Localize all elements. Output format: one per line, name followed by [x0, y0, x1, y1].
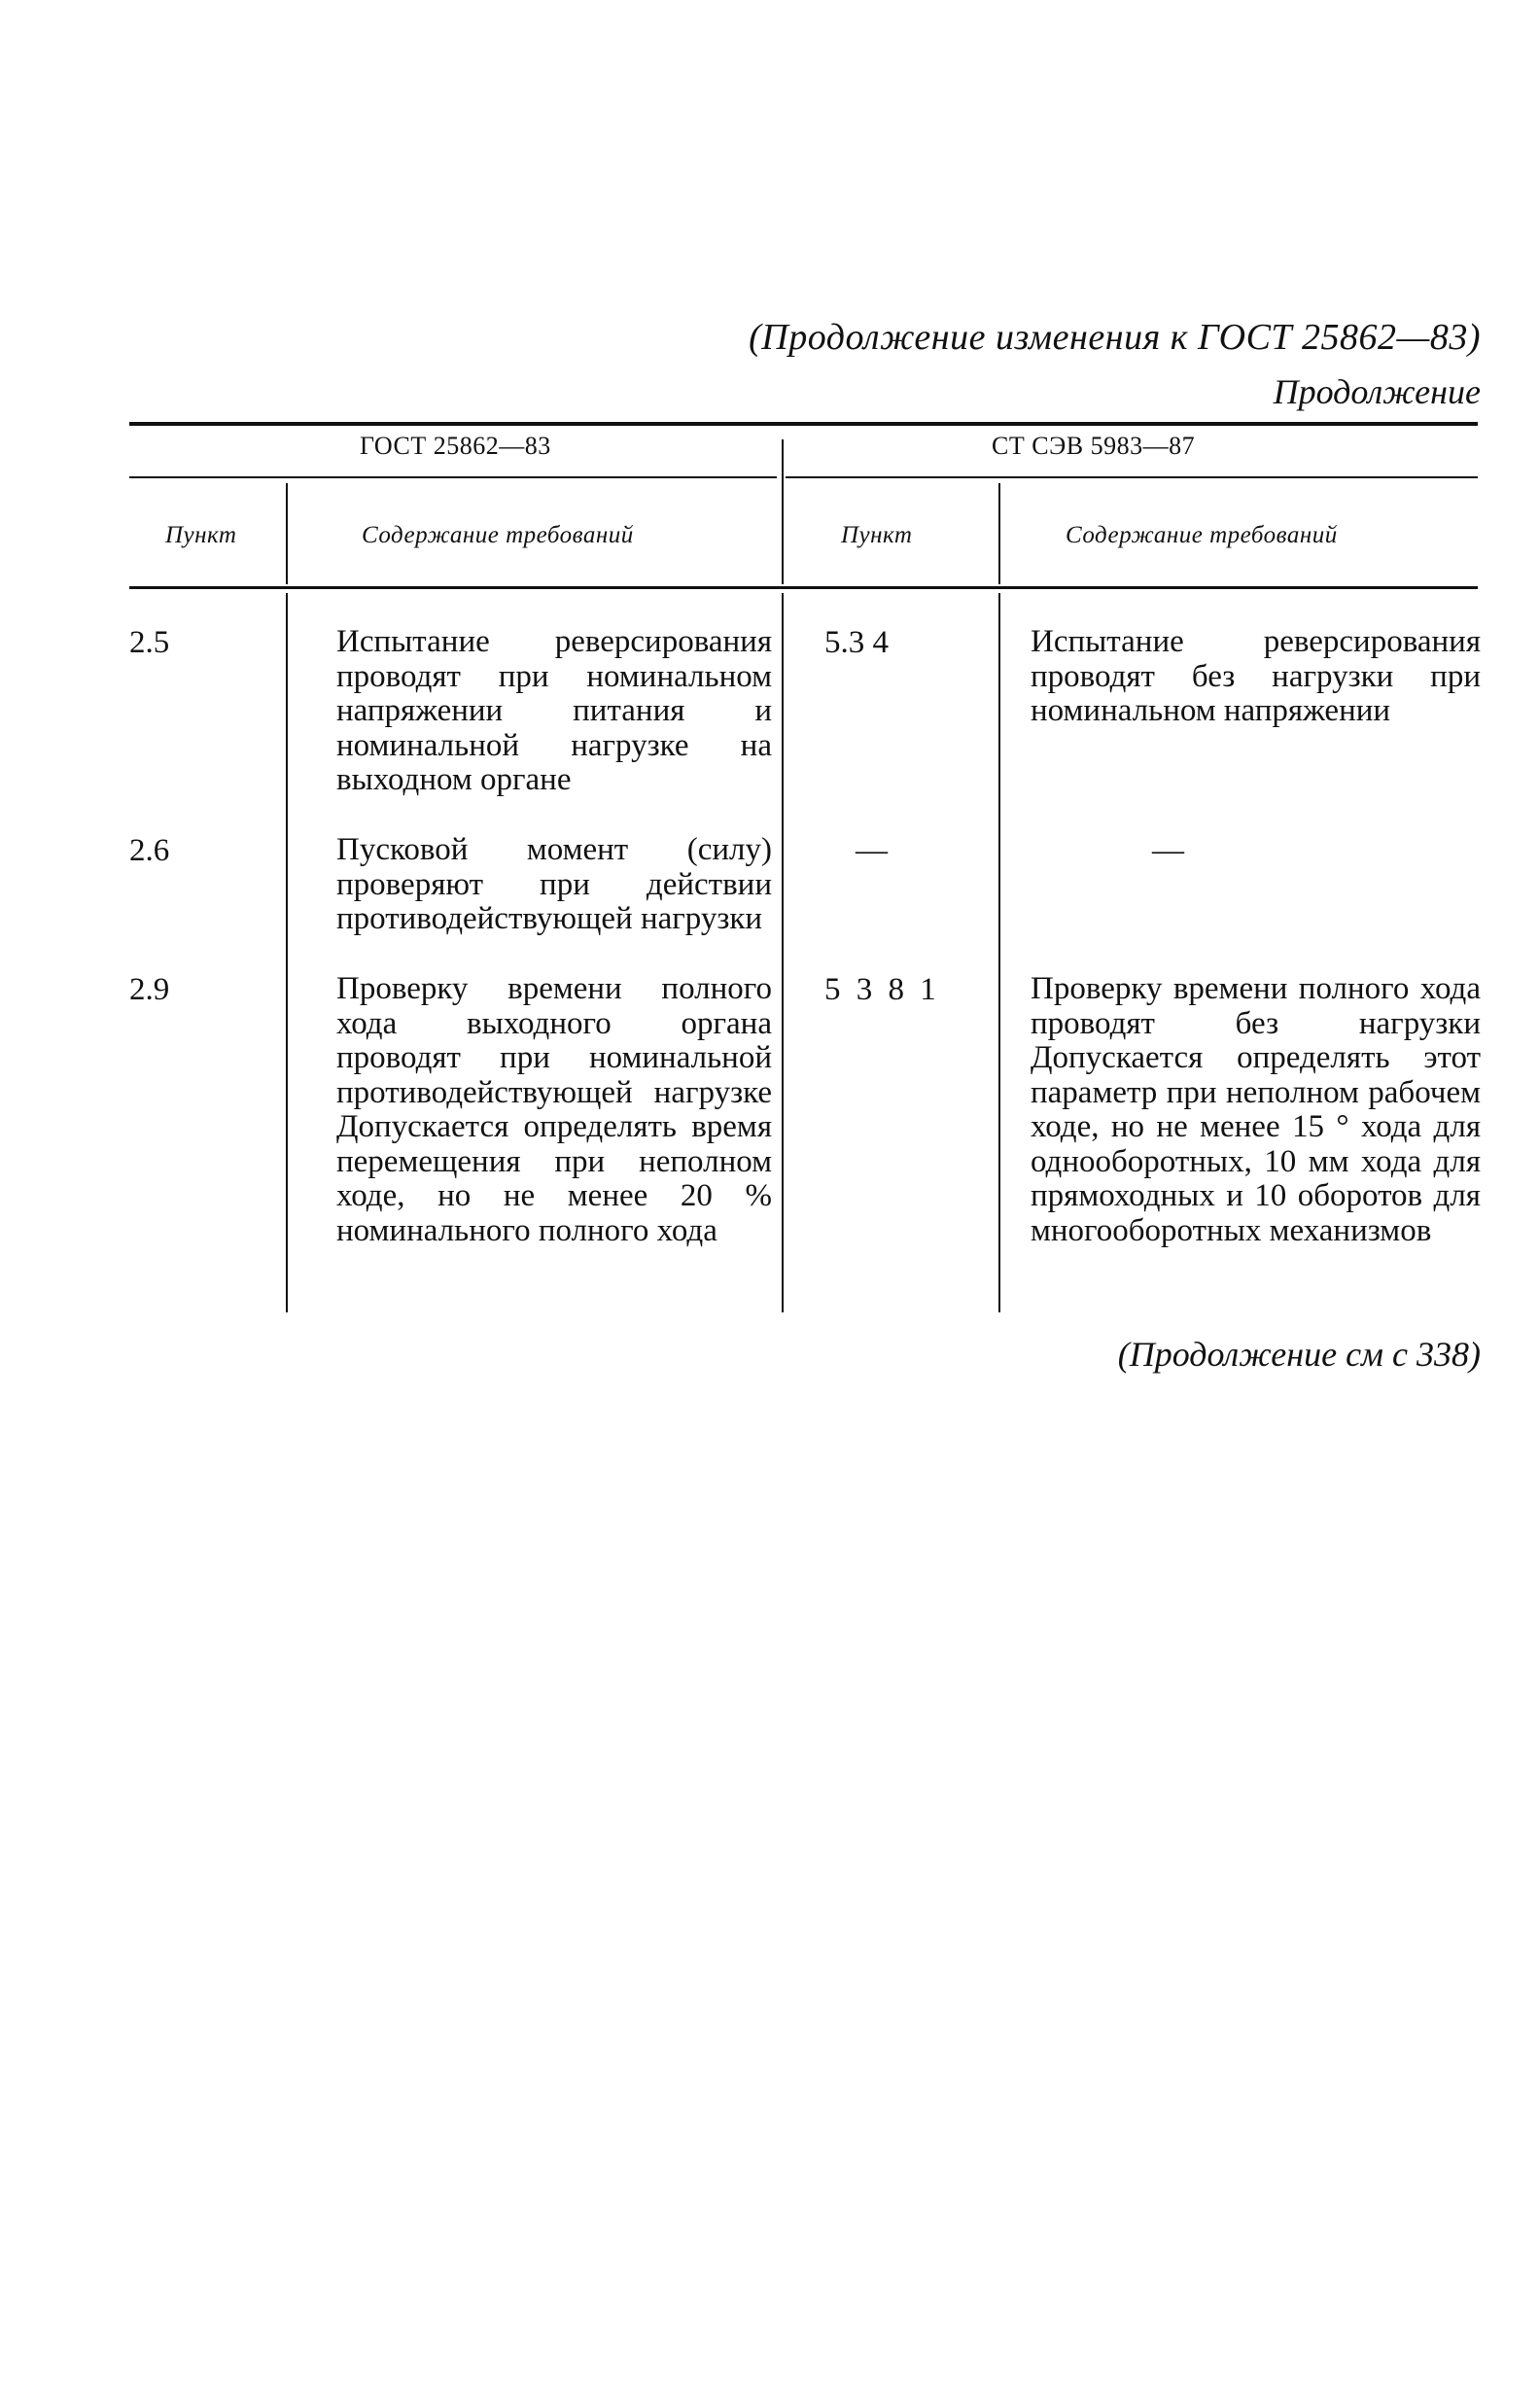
table-row-2-sev-text: —: [1152, 833, 1184, 868]
column-rule-1: [286, 483, 288, 584]
table-row-3-gost-text: Проверку времени полного хода выходного органа проводят при номинальной противодействующей нагрузке Допускается определять время перемещения при неполном ходе, но не менее 20 % номинального полного хода: [336, 971, 772, 1248]
table-row-1-sev-item: 5.3 4: [824, 625, 889, 660]
column-header-content-gost: Содержание требований: [362, 522, 634, 548]
table-row-1-gost-text: Испытание реверсирования проводят при номинальном напряжении питания и номинальной нагрузке на выходном органе: [336, 624, 772, 797]
column-rule-3: [998, 483, 1000, 584]
column-rule-1-body: [286, 593, 288, 1312]
table-row-1-gost-item: 2.5: [129, 625, 170, 660]
column-header-punkt-gost: Пункт: [165, 522, 237, 548]
table-row-2-gost-text: Пусковой момент (силу) проверяют при действии противодействующей нагрузки: [336, 832, 772, 936]
group-header-st-sev: СТ СЭВ 5983—87: [992, 432, 1196, 460]
continuation-subheader: Продолжение: [1273, 372, 1481, 411]
header-bottom-rule: [129, 586, 1478, 589]
column-header-punkt-sev: Пункт: [841, 522, 913, 548]
continuation-header: (Продолжение изменения к ГОСТ 25862—83): [749, 317, 1481, 358]
table-row-3-sev-text: Проверку времени полного хода проводят без нагрузки Допускается определять этот параметр при неполном рабочем ходе, но не менее 15 ° хода для однооборотных, 10 мм хода для прямоходных и 10 оборотов для многооборотных механизмов: [1031, 971, 1481, 1248]
table-row-1-sev-text: Испытание реверсирования проводят без нагрузки при номинальном напряжении: [1031, 624, 1481, 728]
group-divider-left: [129, 476, 777, 478]
table-row-2-gost-item: 2.6: [129, 833, 170, 868]
continuation-footer: (Продолжение см с 338): [1117, 1335, 1481, 1374]
column-rule-2-body: [782, 593, 784, 1312]
group-divider-right: [786, 476, 1478, 478]
group-header-gost: ГОСТ 25862—83: [360, 432, 551, 460]
table-top-rule: [129, 422, 1478, 426]
column-header-content-sev: Содержание требований: [1066, 522, 1338, 548]
column-rule-2: [782, 439, 784, 584]
table-row-3-sev-item: 5 3 8 1: [824, 972, 940, 1007]
table-row-2-sev-item: —: [856, 833, 888, 868]
column-rule-3-body: [998, 593, 1000, 1312]
table-row-3-gost-item: 2.9: [129, 972, 170, 1007]
